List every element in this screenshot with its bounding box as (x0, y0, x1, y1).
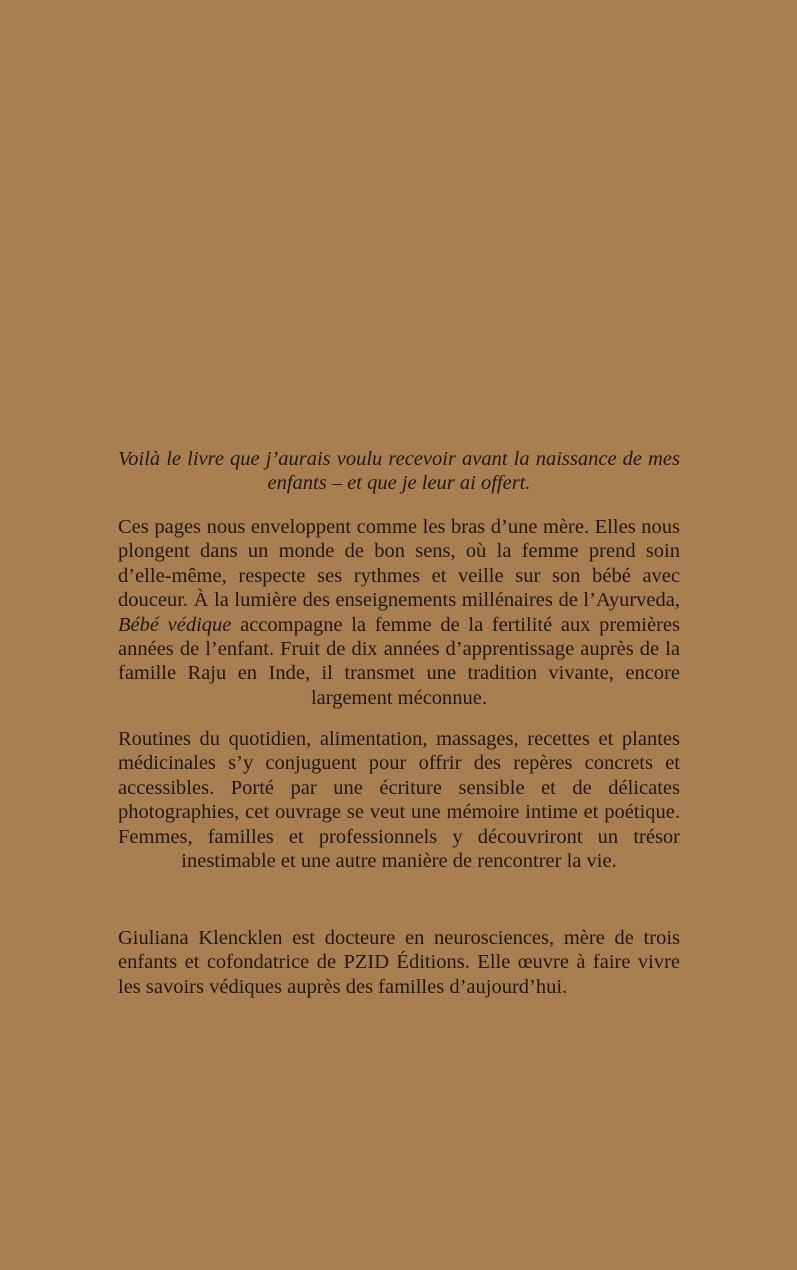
book-title: Bébé védique (118, 613, 232, 636)
description-paragraph-1 (118, 515, 680, 710)
paragraph-1-before-title: Ces pages nous enveloppent comme les bras d’une mère. Elles nous plongent dans un monde de bon sens, où la femme prend soin d’elle-même, respecte ses rythmes et veille sur son bébé avec douceur. À la lumière des enseignements millénaires de l’Ayurveda, (118, 516, 680, 612)
author-bio (118, 926, 680, 999)
author-bio-text: Giuliana Klencklen est docteure en neurosciences, mère de trois enfants et cofondatrice de PZID Éditions. Elle œuvre à faire vivre les savoirs védiques auprès des familles d’aujourd’hui. (118, 927, 680, 998)
paragraph-1-text (118, 515, 680, 710)
cover-quote (118, 447, 680, 496)
description-paragraph-2 (118, 727, 680, 873)
paragraph-2-text: Routines du quotidien, alimentation, massages, recettes et plantes médicinales s’y conjuguent pour offrir des repères concrets et accessibles. Porté par une écriture sensible et de délicates photographies, cet ouvrage se veut une mémoire intime et poétique. Femmes, familles et professionnels y découvriront un trésor inestimable et une autre manière de rencontrer la vie. (118, 728, 680, 873)
paragraph-1-after-title: accompagne la femme de la fertilité aux premières années de l’enfant. Fruit de dix années d’apprentissage auprès de la famille Raju en Inde, il transmet une tradition vivante, encore largement méconnue. (118, 613, 680, 709)
quote-text: Voilà le livre que j’aurais voulu recevoir avant la naissance de mes enfants – et que je leur ai offert. (118, 448, 680, 495)
